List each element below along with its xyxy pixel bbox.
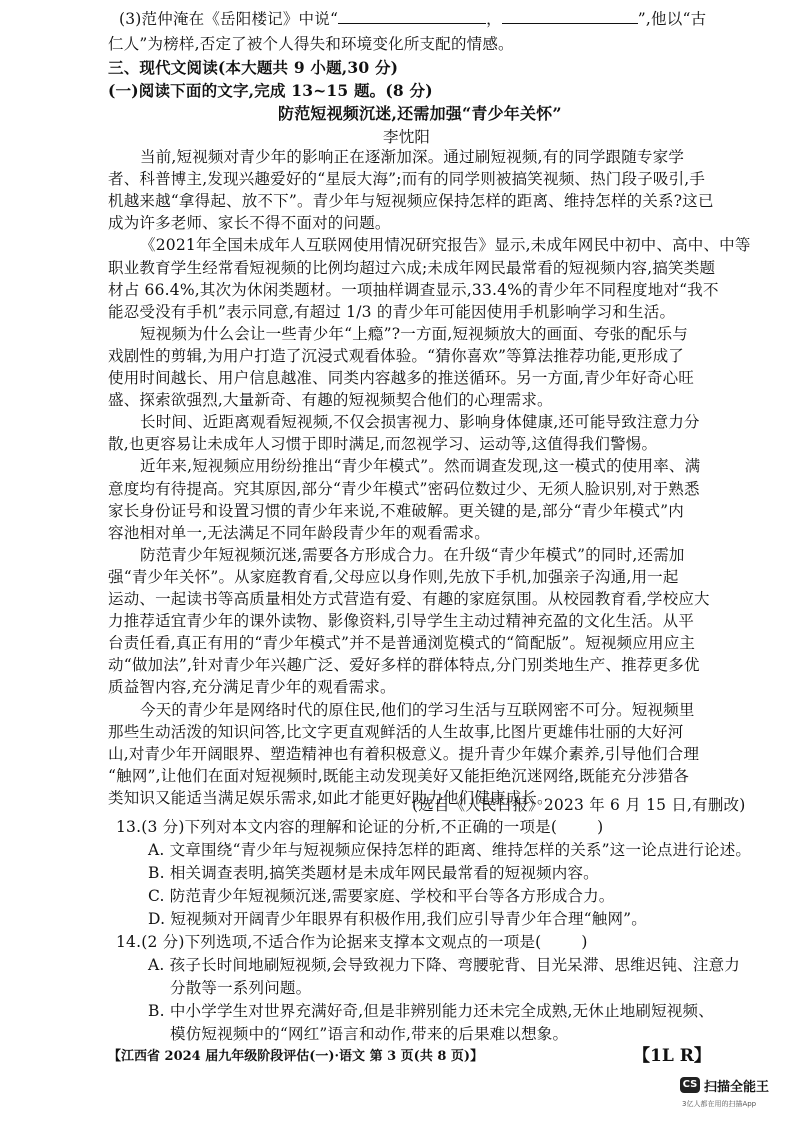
article-line: 台责任看,真正有用的“青少年模式”并不是普通浏览模式的“简配版”。短视频应用应主 xyxy=(108,634,696,652)
article-author: 李忱阳 xyxy=(383,128,431,146)
article-line: 今天的青少年是网络时代的原住民,他们的学习生活与互联网密不可分。短视频里 xyxy=(140,701,695,719)
article-line: 机越来越“拿得起、放不下”。青少年与短视频应保持怎样的距离、维持怎样的关系?这已 xyxy=(108,192,714,210)
article-line: 动“做加法”,针对青少年兴趣广泛、爱好多样的群体特点,分门别类地生产、推荐更多优 xyxy=(108,656,700,674)
article-line: 力推荐适宜青少年的课外读物、影像资料,引导学生主动过精神充盈的文化生活。从平 xyxy=(108,612,695,630)
section-heading: 三、现代文阅读(本大题共 9 小题,30 分) xyxy=(108,58,399,77)
section-subheading: (一)阅读下面的文字,完成 13~15 题。(8 分) xyxy=(108,81,433,100)
q13-option-a: A. 文章围绕“青少年与短视频应保持怎样的距离、维持怎样的关系”这一论点进行论述。 xyxy=(148,841,752,859)
q3-blank-1[interactable] xyxy=(338,9,486,24)
q13-stem-close: ) xyxy=(597,818,604,836)
q3-comma: ， xyxy=(486,10,502,28)
scanner-watermark xyxy=(680,1075,790,1115)
article-line: 类知识又能适当满足娱乐需求,如此才能更好助力他们健康成长。 xyxy=(108,789,553,807)
scanner-logo-icon: CS xyxy=(680,1077,700,1093)
article-line: 能忍受没有手机”表示同意,有超过 1/3 的青少年可能因使用手机影响学习和生活。 xyxy=(108,303,676,321)
article-line: 《2021年全国未成年人互联网使用情况研究报告》显示,未成年网民中初中、高中、中等 xyxy=(140,236,751,254)
scanner-app-name: 扫描全能王 xyxy=(704,1080,770,1095)
article-line: 当前,短视频对青少年的影响正在逐渐加深。通过刷短视频,有的同学跟随专家学 xyxy=(140,148,685,166)
article-line: 家长身份证号和设置习惯的青少年来说,不难破解。更关键的是,部分“青少年模式”内 xyxy=(108,502,685,520)
q3-line-2: 仁人”为榜样,否定了被个人得失和环境变化所支配的情感。 xyxy=(108,35,514,53)
article-line: 者、科普博主,发现兴趣爱好的“星辰大海”;而有的同学则被搞笑视频、热门段子吸引,手 xyxy=(108,170,706,188)
q13-stem-text: 13.(3 分)下列对本文内容的理解和论证的分析,不正确的一项是( xyxy=(116,818,558,836)
article-line: 散,也更容易让未成年人习惯于即时满足,而忽视学习、运动等,这值得我们警惕。 xyxy=(108,435,658,453)
article-line: 盛、探索欲强烈,大量新奇、有趣的短视频契合他们的心理需求。 xyxy=(108,391,553,409)
q3-blank-2[interactable] xyxy=(502,9,638,24)
q14-option-b-cont: 模仿短视频中的“网红”语言和动作,带来的后果难以想象。 xyxy=(170,1025,569,1043)
article-line: 材占 66.4%,其次为休闲类题材。一项抽样调查显示,33.4%的青少年不同程度地对“我不 xyxy=(108,281,719,299)
article-line: 防范青少年短视频沉迷,需要各方形成合力。在升级“青少年模式”的同时,还需加 xyxy=(140,546,685,564)
article-line: 强“青少年关怀”。从家庭教育看,父母应以身作则,先放下手机,加强亲子沟通,用一起 xyxy=(108,568,679,586)
article-line: 使用时间越长、用户信息越准、同类内容越多的推送循环。另一方面,青少年好奇心旺 xyxy=(108,369,695,387)
q14-option-a-cont: 分散等一系列问题。 xyxy=(170,979,312,997)
article-title: 防范短视频沉迷,还需加强“青少年关怀” xyxy=(278,104,562,123)
q13-option-c: C. 防范青少年短视频沉迷,需要家庭、学校和平台等各方形成合力。 xyxy=(148,887,615,905)
article-line: 山,对青少年开阔眼界、塑造精神也有着积极意义。提升青少年媒介素养,引导他们合理 xyxy=(108,745,700,763)
article-line: 近年来,短视频应用纷纷推出“青少年模式”。然而调查发现,这一模式的使用率、满 xyxy=(140,457,701,475)
q13-option-d: D. 短视频对开阔青少年眼界有积极作用,我们应引导青少年合理“触网”。 xyxy=(148,910,648,928)
q13-stem xyxy=(116,817,603,837)
article-source: (选自《人民日报》2023 年 6 月 15 日,有删改) xyxy=(412,796,746,814)
q14-stem-text: 14.(2 分)下列选项,不适合作为论据来支撑本文观点的一项是( xyxy=(116,933,542,951)
article-line: 职业教育学生经常看短视频的比例均超过六成;未成年网民最常看的短视频内容,搞笑类题 xyxy=(108,259,716,277)
article-line: 运动、一起读书等高质量相处方式营造有爱、有趣的家庭氛围。从校园教育看,学校应大 xyxy=(108,590,710,608)
article-line: 容池相对单一,无法满足不同年龄段青少年的观看需求。 xyxy=(108,524,490,542)
q3-prefix: (3)范仲淹在《岳阳楼记》中说“ xyxy=(119,10,339,28)
article-line: 戏剧性的剪辑,为用户打造了沉浸式观看体验。“猜你喜欢”等算法推荐功能,更形成了 xyxy=(108,347,685,365)
q13-option-b: B. 相关调查表明,搞笑类题材是未成年网民最常看的短视频内容。 xyxy=(148,864,599,882)
q3-line-1 xyxy=(119,9,706,29)
article-line: 长时间、近距离观看短视频,不仅会损害视力、影响身体健康,还可能导致注意力分 xyxy=(140,413,700,431)
q14-stem xyxy=(116,932,588,952)
article-line: 短视频为什么会让一些青少年“上瘾”?一方面,短视频放大的画面、夸张的配乐与 xyxy=(140,325,688,343)
article-line: 成为许多老师、家长不得不面对的问题。 xyxy=(108,214,391,232)
article-line: 那些生动活泼的知识问答,比文字更直观鲜活的人生故事,比图片更雄伟壮丽的大好河 xyxy=(108,723,684,741)
q14-option-a: A. 孩子长时间地刷短视频,会导致视力下降、弯腰驼背、目光呆滞、思维迟钝、注意力 xyxy=(148,956,740,974)
article-line: 意度均有待提高。究其原因,部分“青少年模式”密码位数过少、无须人脸识别,对于熟悉 xyxy=(108,480,700,498)
q14-option-b: B. 中小学学生对世界充满好奇,但是非辨别能力还未完全成熟,无休止地刷短视频、 xyxy=(148,1002,714,1020)
page-footer-info: 【江西省 2024 届九年级阶段评估(一)·语文 第 3 页(共 8 页)】 xyxy=(108,1049,484,1064)
q14-stem-close: ) xyxy=(581,933,588,951)
scanner-tagline: 3亿人都在用的扫描App xyxy=(682,1100,757,1108)
page-footer-code: 【1L R】 xyxy=(633,1046,711,1066)
article-line: 质益智内容,充分满足青少年的观看需求。 xyxy=(108,678,396,696)
article-line: “触网”,让他们在面对短视频时,既能主动发现美好又能拒绝沉迷网络,既能充分涉猎各 xyxy=(108,767,690,785)
q3-suffix: ”,他以“古 xyxy=(637,10,707,28)
